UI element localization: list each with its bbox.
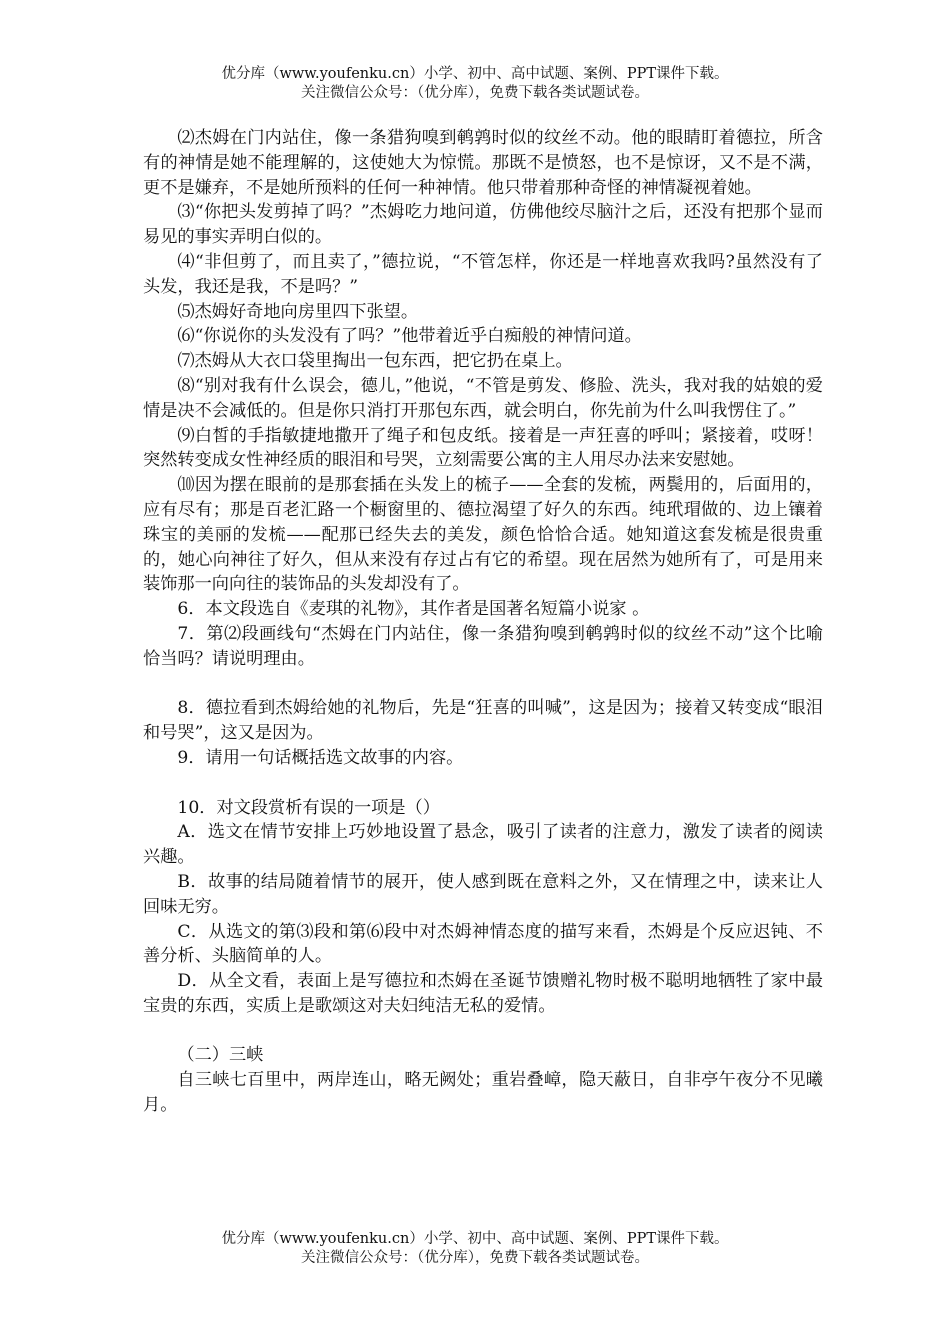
header-line-1: 优分库（www.youfenku.cn）小学、初中、高中试题、案例、PPT课件下载。 bbox=[221, 66, 729, 82]
paragraph: （二）三峡 bbox=[177, 1045, 264, 1066]
paragraph: 10．对文段赏析有误的一项是（） bbox=[177, 797, 440, 818]
paragraph: D．从全文看，表面上是写德拉和杰姆在圣诞节馈赠礼物时极不聪明地牺牲了家中最宝贵的东西，实质上是歌颂这对夫妇纯洁无私的爱情。 bbox=[143, 971, 823, 1016]
paragraph: ⑶“你把头发剪掉了吗？”杰姆吃力地问道，仿佛他绞尽脑汁之后，还没有把那个显而易见的事实弄明白似的。 bbox=[143, 202, 823, 248]
paragraph: C．从选文的第⑶段和第⑹段中对杰姆神情态度的描写来看，杰姆是个反应迟钝、不善分析、头脑简单的人。 bbox=[143, 921, 823, 967]
paragraph: ⑵杰姆在门内站住，像一条猎狗嗅到鹌鹑时似的纹丝不动。他的眼睛盯着德拉，所含有的神情是她不能理解的，这使她大为惊慌。那既不是愤怒，也不是惊讶，又不是不满，更不是嫌弃，不是她所预料的任何一种神情。他只带着那种奇怪的神情凝视着她。 bbox=[143, 128, 823, 198]
paragraph: ⑹“你说你的头发没有了吗？”他带着近乎白痴般的神情问道。 bbox=[177, 326, 642, 347]
paragraph: ⑷“非但剪了，而且卖了，”德拉说，“不管怎样，你还是一样地喜欢我吗?虽然没有了头发，我还是我，不是吗？” bbox=[143, 251, 823, 297]
paragraph: ⑸杰姆好奇地向房里四下张望。 bbox=[177, 301, 419, 322]
paragraph: ⑺杰姆从大衣口袋里掏出一包东西，把它扔在桌上。 bbox=[177, 351, 573, 372]
paragraph: ⑼白皙的手指敏捷地撒开了绳子和包皮纸。接着是一声狂喜的呼叫；紧接着，哎呀！突然转变成女性神经质的眼泪和号哭，立刻需要公寓的主人用尽办法来安慰她。 bbox=[143, 425, 823, 471]
paragraph: ⑻“别对我有什么误会，德儿，”他说，“不管是剪发、修脸、洗头，我对我的姑娘的爱情是决不会减低的。但是你只消打开那包东西，就会明白，你先前为什么叫我愣住了。” bbox=[143, 375, 823, 421]
paragraph: 自三峡七百里中，两岸连山，略无阙处；重岩叠嶂，隐天蔽日，自非亭午夜分不见曦月。 bbox=[143, 1070, 823, 1116]
paragraph: 7．第⑵段画线句“杰姆在门内站住，像一条猎狗嗅到鹌鹑时似的纹丝不动”这个比喻恰当吗？请说明理由。 bbox=[143, 623, 823, 669]
page-footer bbox=[0, 1230, 950, 1268]
paragraph: 9．请用一句话概括选文故事的内容。 bbox=[177, 747, 464, 768]
paragraph: 6．本文段选自《麦琪的礼物》，其作者是国著名短篇小说家 。 bbox=[177, 599, 650, 620]
page-header bbox=[0, 65, 950, 103]
paragraph: B．故事的结局随着情节的展开，使人感到既在意料之外，又在情理之中，读来让人回味无穷。 bbox=[143, 871, 823, 917]
footer-line-2: 关注微信公众号：（优分库），免费下载各类试题试卷。 bbox=[301, 1250, 649, 1266]
paragraph: 8．德拉看到杰姆给她的礼物后，先是“狂喜的叫喊”，这是因为；接着又转变成“眼泪和号哭”，这又是因为。 bbox=[143, 698, 823, 744]
paragraph: A．选文在情节安排上巧妙地设置了悬念，吸引了读者的注意力，激发了读者的阅读兴趣。 bbox=[143, 822, 823, 868]
paragraph: ⑽因为摆在眼前的是那套插在头发上的梳子——全套的发梳，两鬓用的，后面用的，应有尽有；那是百老汇路一个橱窗里的、德拉渴望了好久的东西。纯玳瑁做的、边上镶着珠宝的美丽的发梳——配那已经失去的美发，颜色恰恰合适。她知道这套发梳是很贵重的，她心向神往了好久，但从来没有存过占有它的希望。现在居然为她所有了，可是用来装饰那一向向往的装饰品的头发却没有了。 bbox=[143, 475, 823, 595]
document-body bbox=[143, 126, 823, 1118]
footer-line-1: 优分库（www.youfenku.cn）小学、初中、高中试题、案例、PPT课件下载。 bbox=[221, 1231, 729, 1247]
header-line-2: 关注微信公众号：（优分库），免费下载各类试题试卷。 bbox=[301, 85, 649, 101]
